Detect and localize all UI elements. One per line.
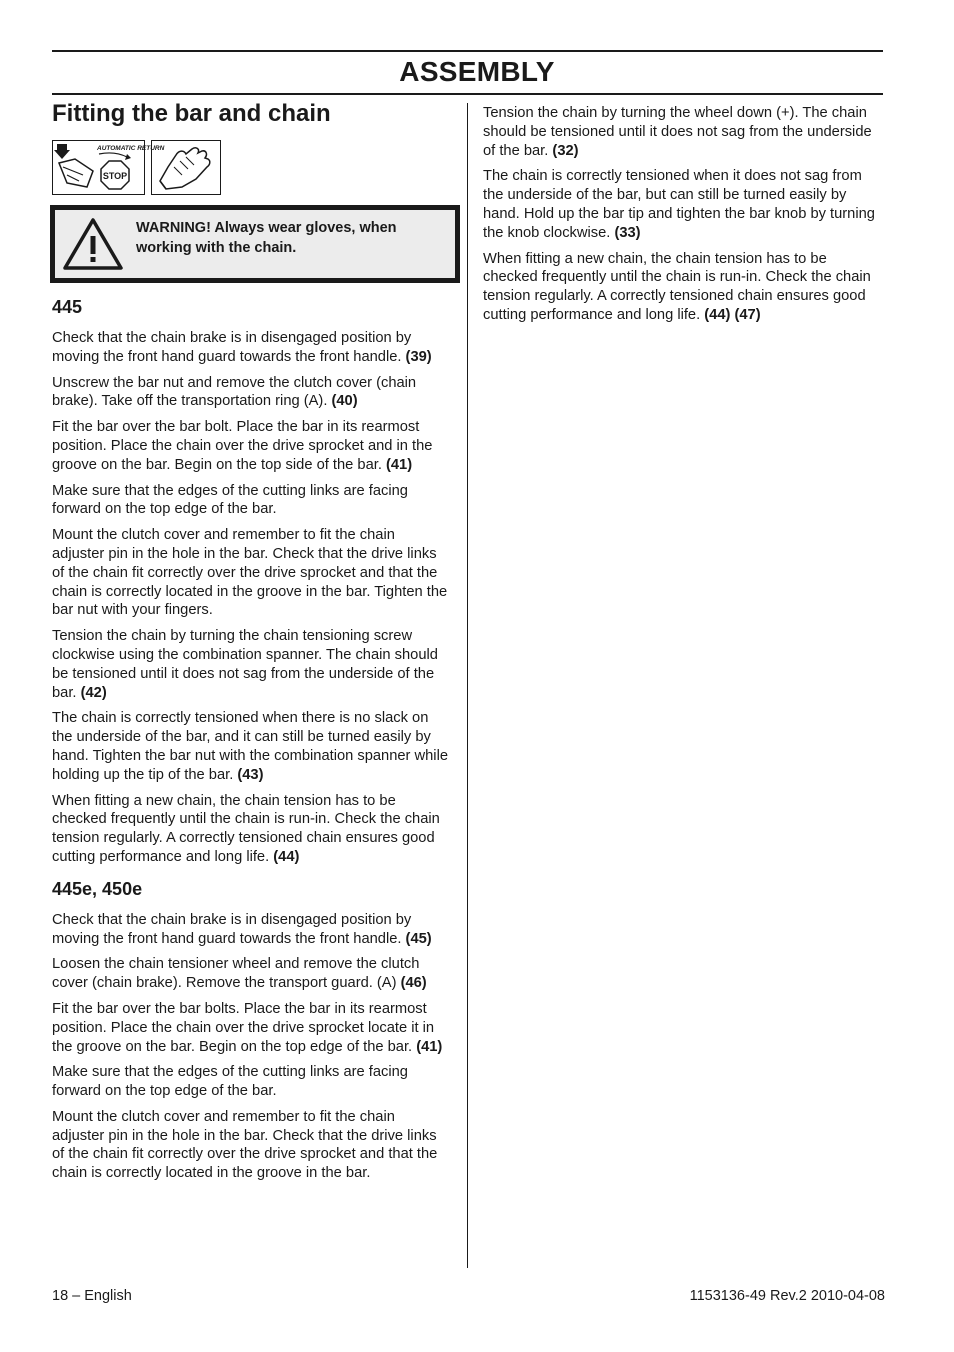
section-title: ASSEMBLY (399, 56, 555, 87)
paragraph: Loosen the chain tensioner wheel and remove the clutch cover (chain brake). Remove the transport guard. (A) (46) (52, 956, 427, 992)
paragraph: Mount the clutch cover and remember to fit the chain adjuster pin in the hole in the bar. Check that the drive links of the chain fit correctly over the drive sprocket and that the chain is correctly located in the groove in the bar. (52, 1108, 438, 1182)
paragraph: Tension the chain by turning the wheel down (+). The chain should be tensioned until it does not sag from the underside of the bar. (32) (483, 105, 872, 159)
heading-445e-450e: 445e, 450e (52, 878, 143, 899)
auto-return-label: AUTOMATIC RETURN (97, 145, 165, 152)
paragraph: Make sure that the edges of the cutting links are facing forward on the top edge of the bar. (52, 482, 408, 518)
paragraph: Check that the chain brake is in disengaged position by moving the front hand guard towards the front handle. (45) (52, 911, 432, 947)
page-number: 18 – English (52, 1288, 132, 1304)
paragraph: Check that the chain brake is in disengaged position by moving the front hand guard towards the front handle. (39) (52, 330, 432, 365)
paragraph: The chain is correctly tensioned when there is no slack on the underside of the bar, and it can still be turned easily by hand. Tighten the bar nut with the combination spanner while holding up the tip of the bar. (43) (52, 710, 449, 783)
column-divider (467, 103, 468, 1268)
left-column (52, 100, 450, 1190)
gloves-symbol (151, 140, 221, 195)
chain-brake-icon (53, 141, 165, 193)
header-rule-top (52, 50, 883, 52)
paragraph: When fitting a new chain, the chain tension has to be checked frequently until the chain is run-in. Check the chain tension regularly. A correctly tensioned chain ensures good cutting performance and long life. (44) (52, 792, 440, 865)
paragraph: Fit the bar over the bar bolt. Place the bar in its rearmost position. Place the chain over the drive sprocket and in the groove on the bar. Begin on the top side of the bar. (41) (52, 419, 433, 473)
right-column (483, 104, 885, 332)
warning-box (50, 205, 460, 283)
page-title: Fitting the bar and chain (52, 100, 331, 127)
warning-text: WARNING! Always wear gloves, when working with the chain. (136, 220, 397, 256)
glove-icon (152, 141, 219, 193)
header-rule-bottom (52, 93, 883, 95)
paragraph: Mount the clutch cover and remember to fit the chain adjuster pin in the hole in the bar. Check that the drive links of the chain fit correctly over the drive sprocket and that the chain is correctly located in the groove in the bar. Tighten the bar nut with your fingers. (52, 527, 448, 619)
warning-triangle-icon (61, 216, 125, 272)
paragraph: Fit the bar over the bar bolts. Place the bar in its rearmost position. Place the chain over the drive sprocket locate it in the groove on the bar. Begin on the top edge of the bar. (41) (52, 1000, 443, 1055)
heading-445: 445 (52, 297, 83, 317)
paragraph: Tension the chain by turning the chain tensioning screw clockwise using the combination spanner. The chain should be tensioned until it does not sag from the underside of the bar. (42) (52, 628, 438, 701)
document-id: 1153136-49 Rev.2 2010-04-08 (689, 1288, 885, 1304)
symbol-row (52, 140, 450, 195)
stop-label: STOP (102, 171, 128, 181)
paragraph: The chain is correctly tensioned when it does not sag from the underside of the bar, but can still be turned easily by hand. Hold up the bar tip and tighten the bar knob by turning the knob clockwise. (33) (483, 168, 875, 241)
paragraph: Make sure that the edges of the cutting links are facing forward on the top edge of the bar. (52, 1064, 408, 1100)
paragraph: Unscrew the bar nut and remove the clutch cover (chain brake). Take off the transportation ring (A). (40) (52, 374, 417, 410)
chain-brake-symbol (52, 140, 165, 195)
paragraph: When fitting a new chain, the chain tension has to be checked frequently until the chain is run-in. Check the chain tension regularly. A correctly tensioned chain ensures good cutting performance and long life. (44) (47) (483, 250, 871, 323)
